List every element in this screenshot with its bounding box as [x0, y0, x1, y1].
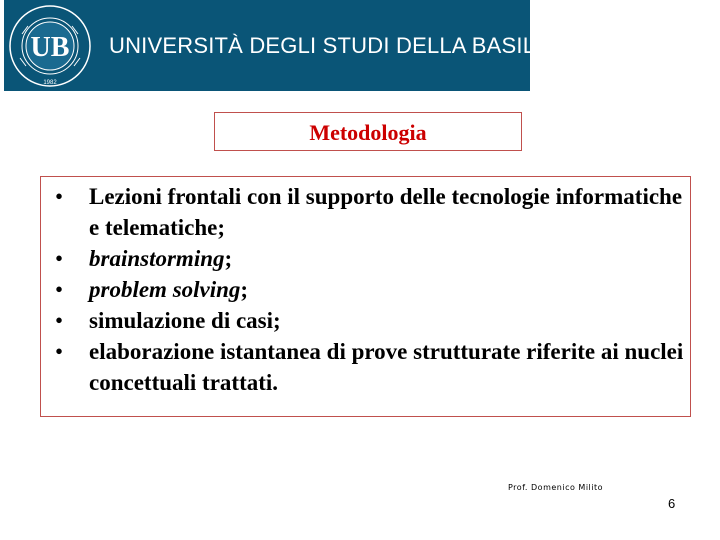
- bullet-marker: •: [55, 339, 64, 364]
- slide-title-box: [214, 112, 522, 151]
- bullet-suffix: ;: [224, 246, 233, 271]
- bullet-item: [41, 305, 690, 336]
- bullet-text: Lezioni frontali con il supporto delle tecnologie informatiche e telematiche;: [89, 184, 683, 240]
- bullet-marker: •: [55, 308, 64, 333]
- bullet-list: [41, 181, 690, 398]
- bullet-suffix: ;: [240, 277, 249, 302]
- bullet-marker: •: [55, 277, 64, 302]
- bullet-item: [41, 274, 690, 305]
- bullet-marker: •: [55, 184, 64, 209]
- slide-title: Metodologia: [309, 120, 427, 145]
- university-name: UNIVERSITÀ DEGLI STUDI DELLA BASILICATA: [109, 33, 598, 58]
- seal-initials: UB: [30, 32, 70, 63]
- bullet-emphasis: brainstorming: [89, 246, 225, 271]
- seal-year: 1982: [43, 80, 57, 86]
- bullet-emphasis: problem solving: [89, 277, 241, 302]
- university-seal-logo: [8, 4, 92, 88]
- bullet-marker: •: [55, 246, 64, 271]
- bullet-item: [41, 336, 690, 398]
- content-box: [40, 176, 691, 417]
- footer-author: Prof. Domenico Milito: [508, 483, 604, 492]
- page-number: 6: [668, 496, 676, 511]
- bullet-item: [41, 243, 690, 274]
- bullet-text: simulazione di casi;: [89, 308, 281, 333]
- bullet-text: elaborazione istantanea di prove strutturate riferite ai nuclei concettuali trattati.: [89, 339, 684, 395]
- bullet-item: [41, 181, 690, 243]
- university-banner: [4, 0, 598, 91]
